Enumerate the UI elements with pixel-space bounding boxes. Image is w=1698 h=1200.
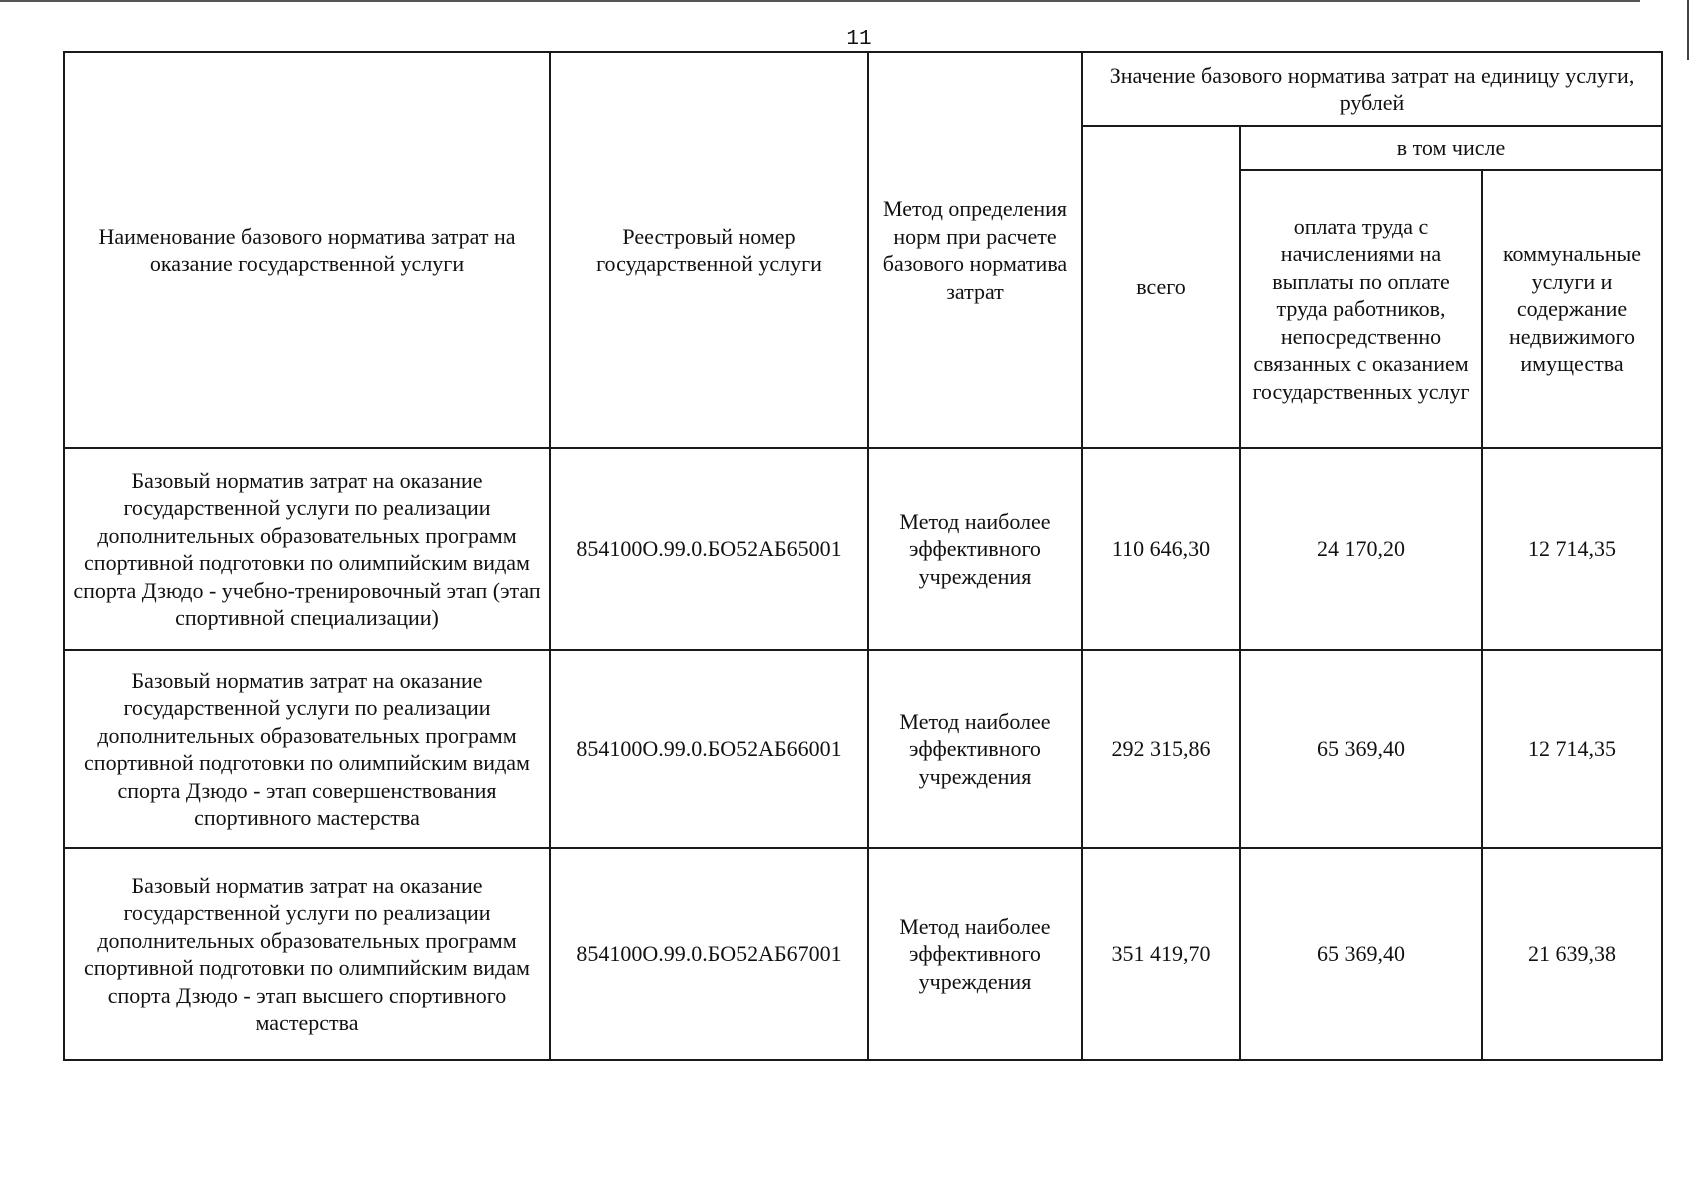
header-total: всего bbox=[1082, 126, 1240, 448]
table-row bbox=[64, 448, 1662, 650]
cell-total: 292 315,86 bbox=[1082, 650, 1240, 848]
cell-method: Метод наиболее эффективного учреждения bbox=[868, 650, 1082, 848]
cell-utilities: 12 714,35 bbox=[1482, 448, 1662, 650]
cell-utilities: 21 639,38 bbox=[1482, 848, 1662, 1060]
page-number: 11 bbox=[846, 28, 872, 51]
cell-registry-number: 854100О.99.0.БО52АБ67001 bbox=[550, 848, 868, 1060]
header-including: в том числе bbox=[1240, 126, 1662, 170]
cell-labor: 24 170,20 bbox=[1240, 448, 1482, 650]
cell-labor: 65 369,40 bbox=[1240, 650, 1482, 848]
header-value-group: Значение базового норматива затрат на единицу услуги, рублей bbox=[1082, 52, 1662, 126]
cell-name: Базовый норматив затрат на оказание государственной услуги по реализации дополнительных образовательных программ спортивной подготовки по олимпийским видам спорта Дзюдо - учебно-тренировочный этап (этап спортивной специализации) bbox=[64, 448, 550, 650]
header-method: Метод определения норм при расчете базового норматива затрат bbox=[868, 52, 1082, 448]
header-row-1 bbox=[64, 52, 1662, 126]
cell-total: 351 419,70 bbox=[1082, 848, 1240, 1060]
scan-edge-top bbox=[0, 0, 1640, 2]
table-row bbox=[64, 650, 1662, 848]
table-row bbox=[64, 848, 1662, 1060]
cell-name: Базовый норматив затрат на оказание государственной услуги по реализации дополнительных образовательных программ спортивной подготовки по олимпийским видам спорта Дзюдо - этап совершенствования спортивного мастерства bbox=[64, 650, 550, 848]
header-name: Наименование базового норматива затрат на оказание государственной услуги bbox=[64, 52, 550, 448]
cell-method: Метод наиболее эффективного учреждения bbox=[868, 448, 1082, 650]
cell-name: Базовый норматив затрат на оказание государственной услуги по реализации дополнительных образовательных программ спортивной подготовки по олимпийским видам спорта Дзюдо - этап высшего спортивного мастерства bbox=[64, 848, 550, 1060]
header-utilities: коммунальные услуги и содержание недвижимого имущества bbox=[1482, 170, 1662, 448]
cell-labor: 65 369,40 bbox=[1240, 848, 1482, 1060]
cell-registry-number: 854100О.99.0.БО52АБ65001 bbox=[550, 448, 868, 650]
cost-norm-table bbox=[63, 51, 1663, 1061]
cell-total: 110 646,30 bbox=[1082, 448, 1240, 650]
cell-method: Метод наиболее эффективного учреждения bbox=[868, 848, 1082, 1060]
cell-registry-number: 854100О.99.0.БО52АБ66001 bbox=[550, 650, 868, 848]
header-labor: оплата труда с начислениями на выплаты по оплате труда работников, непосредственно связанных с оказанием государственных услуг bbox=[1240, 170, 1482, 448]
header-registry-number: Реестровый номер государственной услуги bbox=[550, 52, 868, 448]
cell-utilities: 12 714,35 bbox=[1482, 650, 1662, 848]
